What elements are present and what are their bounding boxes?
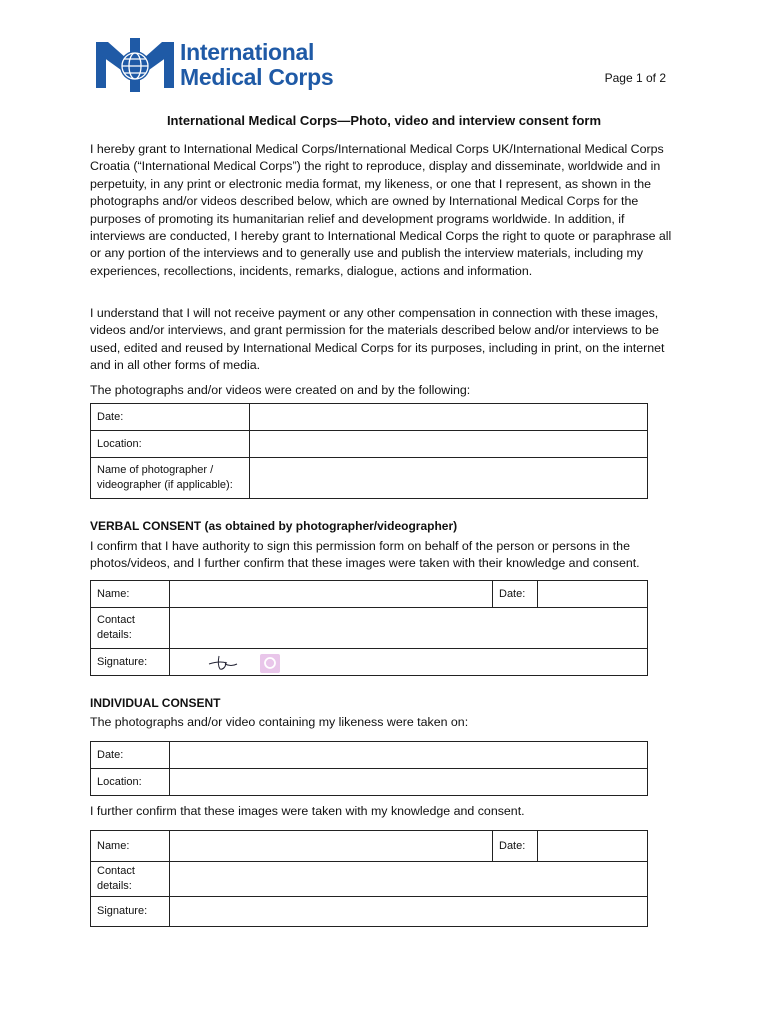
signature-scribble-icon <box>205 652 285 674</box>
table-row <box>91 458 648 499</box>
individual-contact-label-line-2: details: <box>97 880 132 892</box>
table-row <box>91 649 648 676</box>
table-row <box>91 769 648 796</box>
individual-confirm-text: I further confirm that these images were taken with my knowledge and consent. <box>90 804 525 818</box>
photographer-input-cell[interactable] <box>250 458 648 499</box>
photographer-label <box>91 458 250 499</box>
individual-location-input-cell[interactable] <box>170 769 648 796</box>
verbal-name-label: Name: <box>91 581 170 608</box>
page-number: Page 1 of 2 <box>604 71 666 85</box>
individual-location-label: Location: <box>91 769 170 796</box>
individual-contact-input-cell[interactable] <box>170 862 648 897</box>
location-input-cell[interactable] <box>250 431 648 458</box>
individual-date-label: Date: <box>91 742 170 769</box>
payment-paragraph: I understand that I will not receive payment or any other compensation in connection with these images, videos and/or interviews, and grant permission for the materials described below and/or interviews to be used, edited and reused by International Medical Corps for its purposes, including in print, on the internet and in all other forms of media. <box>90 306 665 373</box>
individual-date-input-cell[interactable] <box>170 742 648 769</box>
verbal-signature-label: Signature: <box>91 649 170 676</box>
verbal-date-input-cell[interactable] <box>538 581 648 608</box>
verbal-contact-input-cell[interactable] <box>170 608 648 649</box>
logo-line-1: International <box>180 39 315 65</box>
verbal-contact-label-line-1: Contact <box>97 614 135 626</box>
date-input-cell[interactable] <box>250 404 648 431</box>
table-row <box>91 431 648 458</box>
individual-contact-label-line-1: Contact <box>97 865 135 877</box>
photographer-label-line-2: videographer (if applicable): <box>97 479 233 491</box>
organization-logo <box>94 36 333 94</box>
individual-signature-input-cell[interactable] <box>170 897 648 927</box>
individual-date2-label: Date: <box>493 831 538 862</box>
verbal-consent-heading: VERBAL CONSENT (as obtained by photographer/videographer) <box>90 519 458 533</box>
individual-taken-on-text: The photographs and/or video containing my likeness were taken on: <box>90 715 469 729</box>
table-row <box>91 831 648 862</box>
globe-logo-icon <box>94 36 176 94</box>
table-row <box>91 897 648 927</box>
verbal-consent-table <box>90 580 648 676</box>
verbal-date-label: Date: <box>493 581 538 608</box>
verbal-contact-label <box>91 608 170 649</box>
individual-signature-label: Signature: <box>91 897 170 927</box>
grant-paragraph: I hereby grant to International Medical Corps/International Medical Corps UK/International Medical Corps Croatia (“International Medical Corps”) the right to reproduce, display and disseminate, worldwide and in perpetuity, in any print or electronic media format, my likeness, or one that I represent, as shown in the photographs and/or videos described below, which are owned by International Medical Corps for the purposes of promoting its humanitarian relief and development programs worldwide. In addition, if interviews are conducted, I hereby grant to International Medical Corps the right to quote or paraphrase all or any portion of the interviews and to generally use and publish the interview materials, including my experiences, recollections, incidents, remarks, dialogue, actions and information. <box>90 142 672 278</box>
created-by-paragraph: The photographs and/or videos were created on and by the following: <box>90 383 471 397</box>
individual-contact-label <box>91 862 170 897</box>
logo-wordmark <box>180 40 333 90</box>
table-row <box>91 608 648 649</box>
photographer-label-line-1: Name of photographer / <box>97 464 214 476</box>
table-row <box>91 404 648 431</box>
verbal-name-input-cell[interactable] <box>170 581 493 608</box>
individual-consent-table <box>90 830 648 927</box>
table-row <box>91 862 648 897</box>
verbal-contact-label-line-2: details: <box>97 629 132 641</box>
individual-name-label: Name: <box>91 831 170 862</box>
verbal-consent-text: I confirm that I have authority to sign this permission form on behalf of the person or persons in the photos/videos, and I further confirm that these images were taken with their knowledge and consent. <box>90 539 640 571</box>
logo-line-2: Medical Corps <box>180 64 334 90</box>
table-row <box>91 742 648 769</box>
individual-name-input-cell[interactable] <box>170 831 493 862</box>
individual-consent-heading: INDIVIDUAL CONSENT <box>90 696 221 710</box>
individual-details-table <box>90 741 648 796</box>
table-row <box>91 581 648 608</box>
form-title: International Medical Corps—Photo, video and interview consent form <box>166 113 602 128</box>
individual-date2-input-cell[interactable] <box>538 831 648 862</box>
location-label: Location: <box>91 431 250 458</box>
date-label: Date: <box>91 404 250 431</box>
creation-details-table <box>90 403 648 499</box>
